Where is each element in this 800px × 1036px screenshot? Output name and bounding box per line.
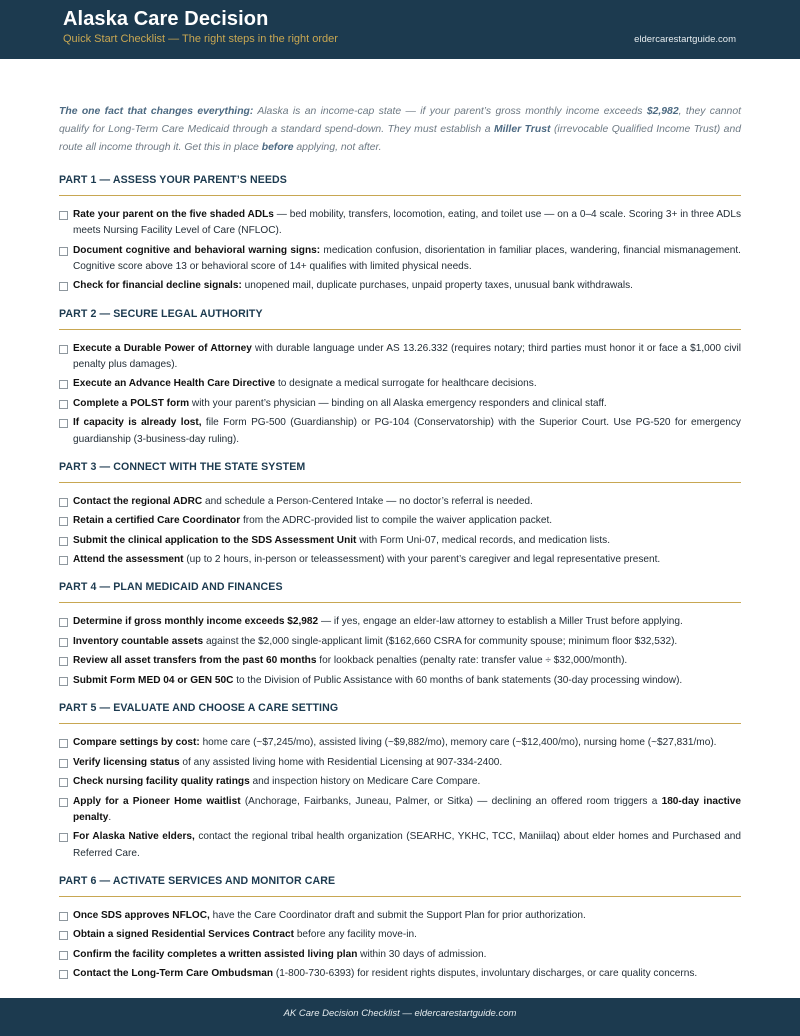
intro-text: Alaska is an income-cap state — if your parent’s gross monthly income exceeds [253,106,647,117]
checklist [59,341,741,448]
item-detail: and schedule a Person-Centered Intake — no doctor’s referral is needed. [202,495,533,507]
checklist-item [59,278,741,294]
item-detail: within 30 days of admission. [357,948,487,960]
checkbox[interactable] [59,657,68,666]
item-action: Check for financial decline signals: [73,280,242,292]
item-action: Verify licensing status [73,756,180,768]
checklist-item [59,794,741,826]
item-action: Retain a certified Care Coordinator [73,515,241,527]
checklist-item [59,673,741,689]
page-footer [0,998,800,1036]
checklist-part-5 [59,702,741,862]
item-detail: of any assisted living home with Residential Licensing at 907-334-2400. [179,756,503,768]
item-detail: (1-800-730-6393) for resident rights disputes, involuntary discharges, or care quality concerns. [273,968,698,980]
item-detail: file Form PG-500 (Guardianship) or PG-104 (Conservatorship) with the Superior Court. Use PG-520 for emergency guardianship (3-business-day ruling). [73,417,741,445]
checklist-part-2 [59,308,741,448]
item-detail: unopened mail, duplicate purchases, unpaid property taxes, unusual bank withdrawals. [241,280,633,292]
item-action: Execute a Durable Power of Attorney [73,342,252,354]
checklist-part-3 [59,461,741,569]
item-detail: for lookback penalties (penalty rate: transfer value ÷ $32,000/month). [316,655,628,667]
checkbox[interactable] [59,345,68,354]
item-action: Submit the clinical application to the SDS Assessment Unit [73,534,357,546]
header-site-link[interactable]: eldercarestartguide.com [634,34,736,45]
checkbox[interactable] [59,517,68,526]
item-action: Apply for a Pioneer Home waitlist [73,795,241,807]
checklist-item [59,494,741,510]
checklist [59,494,741,569]
part-heading: PART 6 — ACTIVATE SERVICES AND MONITOR CARE [59,875,741,897]
item-detail: from the ADRC-provided list to compile the waiver application packet. [240,515,553,527]
checkbox[interactable] [59,618,68,627]
item-detail: (Anchorage, Fairbanks, Juneau, Palmer, or Sitka) — declining an offered room triggers a [240,795,662,807]
checklist-item [59,396,741,412]
item-detail: against the $2,000 single-applicant limit ($162,660 CSRA for community spouse; minimum floor $32,532). [203,635,678,647]
checkbox[interactable] [59,833,68,842]
part-heading: PART 1 — ASSESS YOUR PARENT’S NEEDS [59,174,741,196]
item-detail: contact the regional tribal health organization (SEARHC, YKHC, TCC, Maniilaq) about elder homes and Purchased and Referred Care. [73,831,741,859]
item-detail: home care (~$7,245/mo), assisted living (~$9,882/mo), memory care (~$12,400/mo), nursing home (~$27,831/mo). [199,737,717,749]
item-detail: with durable language under AS 13.26.332 (requires notary; third parties must honor it or face a $1,000 civil penalty plus damages). [73,342,741,370]
checkbox[interactable] [59,282,68,291]
checklist-content [59,103,741,986]
intro-text: (irrevocable Qualified Income Trust) and route all income through it. Get this in place [59,124,741,153]
item-detail: — if yes, engage an elder-law attorney to establish a Miller Trust before applying. [318,616,683,628]
item-detail: medication confusion, disorientation in familiar places, wandering, financial mismanagement. Cognitive score above 13 or behavioral score of 14+ qualifies with limited physical needs. [73,244,741,272]
checklist-item [59,533,741,549]
checklist-part-6 [59,875,741,983]
item-detail: to the Division of Public Assistance with 60 months of bank statements (30-day processing window). [233,674,683,686]
item-action: Obtain a signed Residential Services Contract [73,929,295,941]
item-action: Determine if gross monthly income exceeds $2,982 [73,616,319,628]
checkbox[interactable] [59,912,68,921]
document-title: Alaska Care Decision [63,8,269,30]
intro-before: before [261,142,294,153]
checkbox[interactable] [59,211,68,220]
checkbox[interactable] [59,778,68,787]
item-detail: to designate a medical surrogate for healthcare decisions. [275,378,537,390]
checklist-item [59,927,741,943]
item-action: Compare settings by cost: [73,737,200,749]
checklist-item [59,415,741,447]
checklist-part-1 [59,174,741,295]
item-action: Submit Form MED 04 or GEN 50C [73,674,234,686]
item-action: Confirm the facility completes a written assisted living plan [73,948,358,960]
item-action: For Alaska Native elders, [73,831,195,843]
item-detail: and inspection history on Medicare Care Compare. [249,776,481,788]
checklist-item [59,376,741,392]
intro-miller-trust: Miller Trust [494,124,551,135]
item-detail: with your parent’s physician — binding on all Alaska emergency responders and clinical staff. [189,397,607,409]
footer-text: AK Care Decision Checklist — eldercarestartguide.com [283,1008,517,1019]
document-subtitle: Quick Start Checklist — The right steps in the right order [63,33,338,45]
checkbox[interactable] [59,798,68,807]
checklist [59,207,741,295]
intro-text: applying, not after. [293,142,382,153]
checkbox[interactable] [59,739,68,748]
checkbox[interactable] [59,759,68,768]
item-detail: have the Care Coordinator draft and submit the Support Plan for prior authorization. [209,909,586,921]
item-action: Inventory countable assets [73,635,204,647]
checkbox[interactable] [59,400,68,409]
item-action: Review all asset transfers from the past 60 months [73,655,317,667]
part-heading: PART 2 — SECURE LEGAL AUTHORITY [59,308,741,330]
item-action: Once SDS approves NFLOC, [73,909,210,921]
item-action: Rate your parent on the five shaded ADLs [73,209,274,220]
checklist-item [59,966,741,982]
checkbox[interactable] [59,951,68,960]
intro-lead: The one fact that changes everything: [59,106,254,117]
checklist-item [59,614,741,630]
item-action: Check nursing facility quality ratings [73,776,250,788]
checklist-item [59,908,741,924]
checklist-item [59,634,741,650]
checklist-item [59,755,741,771]
item-action: Contact the Long-Term Care Ombudsman [73,968,274,980]
item-action: Execute an Advance Health Care Directive [73,378,276,390]
checkbox[interactable] [59,537,68,546]
checklist [59,614,741,689]
part-heading: PART 4 — PLAN MEDICAID AND FINANCES [59,581,741,603]
checklist [59,908,741,983]
checkbox[interactable] [59,247,68,256]
intro-paragraph [59,103,741,157]
checkbox[interactable] [59,419,68,428]
checklist-item [59,243,741,275]
checkbox[interactable] [59,677,68,686]
checklist-item [59,552,741,568]
checklist-item [59,774,741,790]
part-heading: PART 3 — CONNECT WITH THE STATE SYSTEM [59,461,741,483]
item-detail: with Form Uni-07, medical records, and medication lists. [356,534,610,546]
item-detail: (up to 2 hours, in-person or teleassessment) with your parent’s caregiver and legal representative present. [183,554,661,566]
item-action: Complete a POLST form [73,397,190,409]
item-action: Contact the regional ADRC [73,495,203,507]
item-emphasis: 180-day inactive penalty [73,795,741,823]
item-detail: — bed mobility, transfers, locomotion, eating, and toilet use — on a 0–4 scale. Scoring 3+ in three ADLs meets Nursing Facility Level of Care (NFLOC). [73,209,741,237]
checkbox[interactable] [59,638,68,647]
item-action: If capacity is already lost, [73,417,202,429]
checkbox[interactable] [59,556,68,565]
checklist-item [59,513,741,529]
intro-text: , they cannot qualify for Long-Term Care Medicaid through a standard spend-down. They must establish a [59,106,742,135]
checkbox[interactable] [59,380,68,389]
checkbox[interactable] [59,931,68,940]
checklist-item [59,207,741,239]
checklist-item [59,653,741,669]
checkbox[interactable] [59,970,68,979]
item-detail: before any facility move-in. [294,929,417,941]
checklist-parts [59,174,741,982]
checklist-part-4 [59,581,741,689]
item-action: Document cognitive and behavioral warning signs: [73,244,321,256]
checklist-item [59,341,741,373]
checklist-item [59,735,741,751]
item-detail: . [108,811,112,823]
item-action: Attend the assessment [73,554,184,566]
checkbox[interactable] [59,498,68,507]
checklist-item [59,947,741,963]
checklist [59,735,741,862]
intro-income-cap: $2,982 [646,106,679,117]
part-heading: PART 5 — EVALUATE AND CHOOSE A CARE SETTING [59,702,741,724]
page-header [0,0,800,59]
checklist-item [59,829,741,861]
